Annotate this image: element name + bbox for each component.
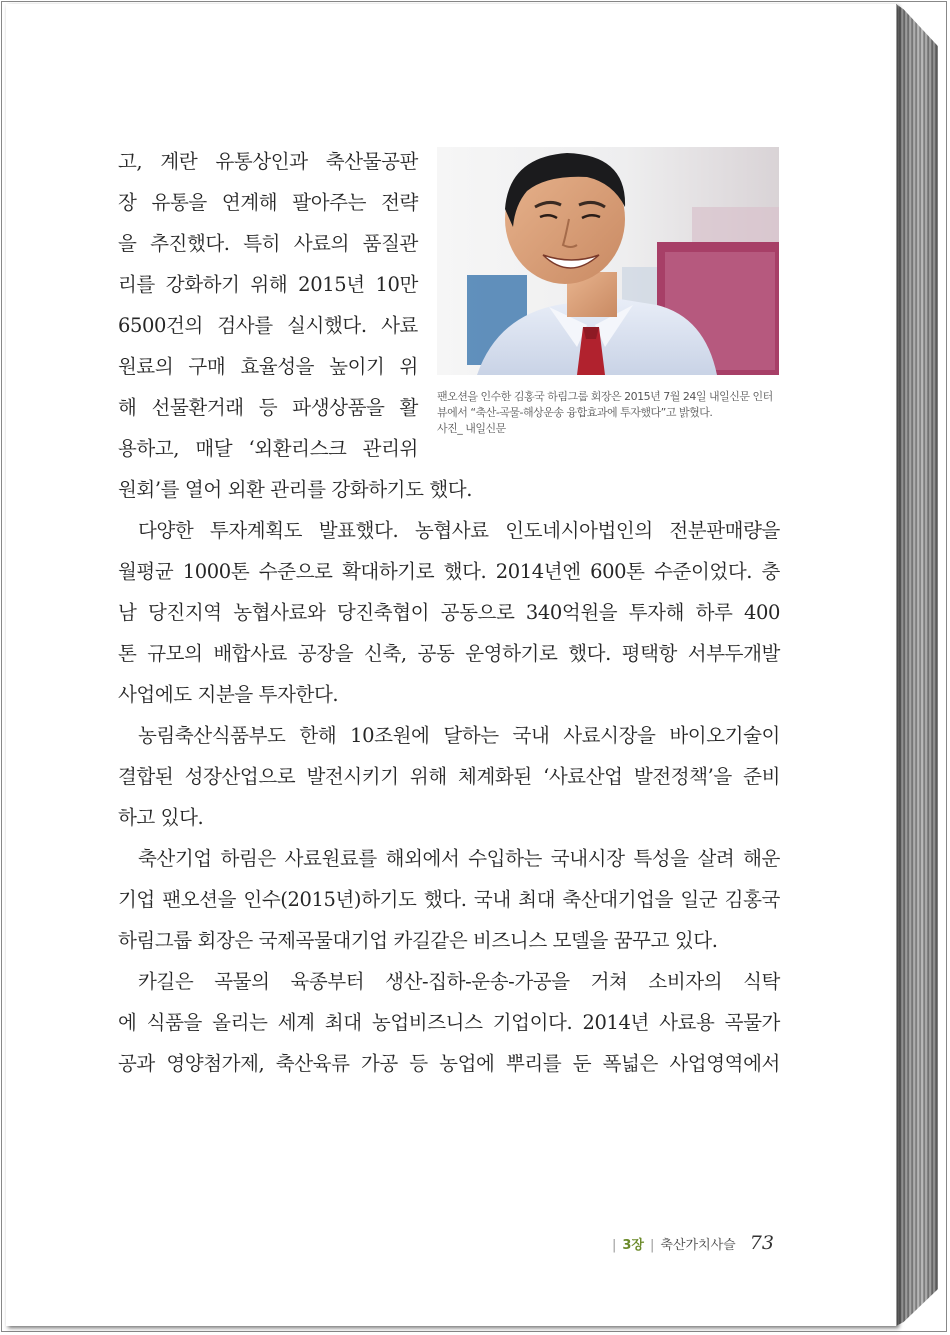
full-width-lines — [118, 469, 780, 1084]
section-title: 축산가치사슬 — [660, 1238, 736, 1253]
text-line: 해 선물환거래 등 파생상품을 활 — [118, 396, 418, 419]
text-line: 기업 팬오션을 인수(2015년)하기도 했다. 국내 최대 축산대기업을 일군 김홍국 — [118, 888, 780, 911]
text-line: 하림그룹 회장은 국제곡물대기업 카길같은 비즈니스 모델을 꿈꾸고 있다. — [118, 929, 718, 952]
paragraph-first-line: 축산기업 하림은 사료원료를 해외에서 수입하는 국내시장 특성을 살려 해운 — [138, 847, 780, 870]
text-line: 에 식품을 올리는 세계 최대 농업비즈니스 기업이다. 2014년 사료용 곡물가 — [118, 1011, 780, 1034]
text-line: 톤 규모의 배합사료 공장을 신축, 공동 운영하기로 했다. 평택항 서부두개발 — [118, 642, 780, 665]
caption-line: 뷰에서 “축산-곡물-해상운송 융합효과에 투자했다”고 밝혔다. — [437, 406, 713, 419]
text-line: 고, 계란 유통상인과 축산물공판 — [118, 150, 418, 173]
text-line: 사업에도 지분을 투자한다. — [118, 683, 339, 706]
text-line: 장 유통을 연계해 팔아주는 전략 — [118, 191, 418, 214]
portrait-photo — [437, 147, 779, 375]
text-line: 남 당진지역 농협사료와 당진축협이 공동으로 340억원을 투자해 하루 400 — [118, 601, 780, 624]
photo-caption — [437, 389, 779, 437]
text-line: 결합된 성장산업으로 발전시키기 위해 체계화된 ‘사료산업 발전정책’을 준비 — [118, 765, 780, 788]
footer-divider: | — [650, 1238, 655, 1253]
footer-divider: | — [612, 1238, 617, 1253]
page-number: 73 — [749, 1232, 774, 1254]
text-line: 원료의 구매 효율성을 높이기 위 — [118, 355, 418, 378]
text-line: 을 추진했다. 특히 사료의 품질관 — [118, 232, 418, 255]
paragraph-first-line: 카길은 곡물의 육종부터 생산-집하-운송-가공을 거쳐 소비자의 식탁 — [138, 970, 780, 993]
text-line: 6500건의 검사를 실시했다. 사료 — [118, 314, 418, 337]
text-line: 하고 있다. — [118, 806, 204, 829]
text-line: 공과 영양첨가제, 축산육류 가공 등 농업에 뿌리를 둔 폭넓은 사업영역에서 — [118, 1052, 780, 1075]
photo-credit: 사진_ 내일신문 — [437, 422, 506, 435]
paragraph-first-line: 농림축산식품부도 한해 10조원에 달하는 국내 사료시장을 바이오기술이 — [138, 724, 780, 747]
page-edges-shade — [896, 4, 938, 1326]
text-line: 원회’를 열어 외환 관리를 강화하기도 했다. — [118, 478, 473, 501]
caption-line: 팬오션을 인수한 김홍국 하림그룹 회장은 2015년 7월 24일 내일신문 인터 — [437, 390, 773, 403]
photo-block — [437, 147, 779, 437]
text-line: 용하고, 매달 ‘외환리스크 관리위 — [118, 437, 418, 460]
chapter-label: 3장 — [622, 1238, 644, 1253]
text-line: 리를 강화하기 위해 2015년 10만 — [118, 273, 418, 296]
page-footer — [612, 1232, 774, 1256]
paragraph-first-line: 다양한 투자계획도 발표했다. 농협사료 인도네시아법인의 전분판매량을 — [138, 519, 780, 542]
text-line: 월평균 1000톤 수준으로 확대하기로 했다. 2014년엔 600톤 수준이었다. 충 — [118, 560, 780, 583]
